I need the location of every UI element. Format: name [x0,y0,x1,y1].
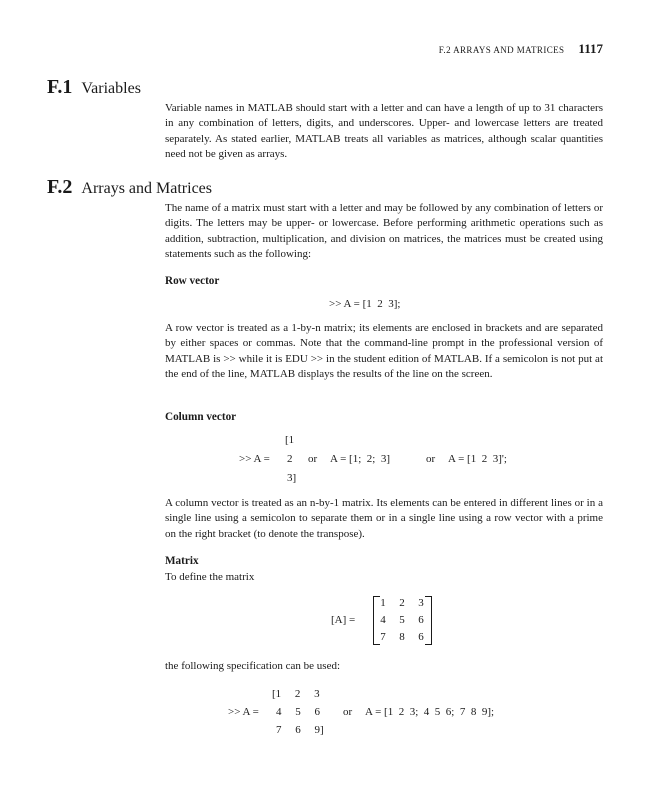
column-vector-prompt: >> A = [239,453,270,465]
paragraph-variables: Variable names in MATLAB should start with a letter and can have a length of up to 31 characters in any combination of letters, digits, and underscores. Upper- and lowercase letters are treated separately. As stated earlier, MATLAB treats all variables as matrices, although scalar quantities need not be given as arrays. [165,102,603,160]
matrix-cell: 8 [399,631,405,643]
or-label: or [308,453,318,465]
equation-row-vector: >> A = [1 2 3]; [329,298,401,310]
matrix-spec-row3: 7 6 9] [276,724,324,736]
matrix-cell: 5 [399,614,405,626]
section-number: F.1 [47,76,73,98]
matrix-cell: 6 [418,614,424,626]
matrix-cell: 2 [399,597,405,609]
section-title: Variables [81,80,141,97]
paragraph-arrays-intro: The name of a matrix must start with a letter and may be followed by any combination of letters or digits. The letters may be upper- or lowercase. Before performing arithmetic operations such as addition, subtraction, multiplication, and division on matrices, the matrices must be created using statements such as the following: [165,202,603,260]
subheading-row-vector: Row vector [165,275,220,287]
or-label: or [426,453,436,465]
section-number: F.2 [47,176,73,198]
running-title: F.2 ARRAYS AND MATRICES [438,45,565,55]
or-label: or [343,706,353,718]
matrix-cell: 6 [418,631,424,643]
matrix-cell: 1 [380,597,386,609]
matrix-spec-alt: A = [1 2 3; 4 5 6; 7 8 9]; [365,706,495,718]
column-vector-alt1: A = [1; 2; 3] [330,453,390,465]
section-heading-f1 [47,76,141,99]
matrix-spec-prompt: >> A = [228,706,259,718]
column-vector-alt2: A = [1 2 3]'; [448,453,507,465]
matrix-spec-row2: 4 5 6 [276,706,320,718]
column-vector-middle: 2 [287,453,293,465]
matrix-lhs: [A] = [331,614,356,626]
subheading-column-vector: Column vector [165,411,237,423]
matrix-cell: 4 [380,614,386,626]
matrix-cell: 7 [380,631,386,643]
page-number: 1117 [578,41,603,56]
paragraph-matrix-intro: To define the matrix [165,571,255,583]
paragraph-row-vector: A row vector is treated as a 1-by-n matrix; its elements are enclosed in brackets and are separated by either spaces or commas. Note that the command-line prompt in the professional version of MATLAB is >> while it is EDU >> in the student edition of MATLAB. If a semicolon is not put at the end of the line, MATLAB displays the results of the line on the screen. [165,322,603,380]
paragraph-matrix-spec: the following specification can be used: [165,660,341,672]
subheading-matrix: Matrix [165,555,199,567]
paragraph-column-vector: A column vector is treated as an n-by-1 matrix. Its elements can be entered in different lines or in a single line using a semicolon to separate them or in a single line using a row vector with a prime on the right bracket (to denote the transpose). [165,497,603,540]
column-vector-line1: [1 [285,434,295,446]
running-head [439,41,603,57]
matrix-spec-row1: [1 2 3 [272,688,320,700]
section-heading-f2 [47,176,212,199]
column-vector-line3: 3] [287,472,297,484]
section-title: Arrays and Matrices [81,180,213,197]
matrix-cell: 3 [418,597,424,609]
